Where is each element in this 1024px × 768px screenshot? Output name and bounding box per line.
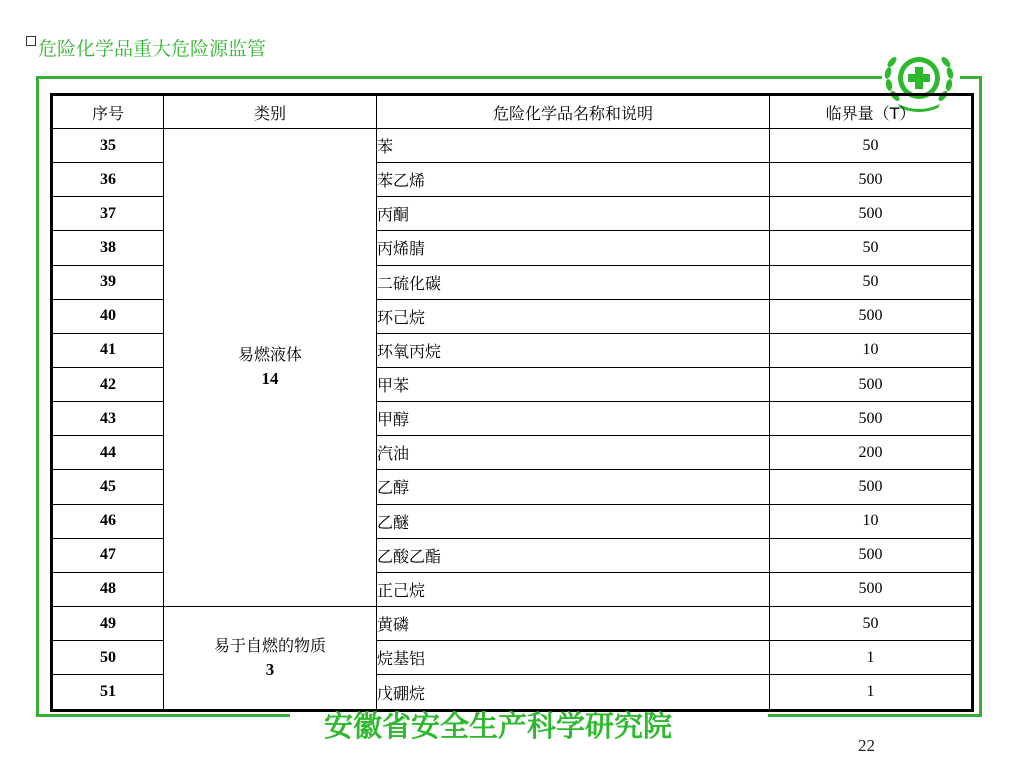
cell-threshold: 1	[770, 641, 973, 675]
cell-serial: 44	[52, 436, 164, 470]
cell-serial: 47	[52, 538, 164, 572]
cell-threshold: 500	[770, 402, 973, 436]
slide-title: 危险化学品重大危险源监管	[38, 38, 267, 60]
header-category: 类别	[164, 95, 377, 129]
footer-organization: 安徽省安全生产科学研究院	[324, 709, 673, 743]
cell-serial: 40	[52, 299, 164, 333]
cell-chemical-name: 汽油	[377, 436, 770, 470]
cell-threshold: 50	[770, 606, 973, 640]
cell-category	[164, 129, 377, 607]
cell-serial: 43	[52, 402, 164, 436]
cell-threshold: 50	[770, 265, 973, 299]
cell-chemical-name: 戊硼烷	[377, 675, 770, 711]
cell-serial: 46	[52, 504, 164, 538]
cell-threshold: 500	[770, 572, 973, 606]
table-header-row	[52, 95, 973, 129]
category-label: 易燃液体	[237, 345, 302, 365]
cell-chemical-name: 正己烷	[377, 572, 770, 606]
cell-chemical-name: 乙醇	[377, 470, 770, 504]
cell-serial: 45	[52, 470, 164, 504]
cell-threshold: 50	[770, 129, 973, 163]
table-row	[52, 606, 973, 640]
cell-chemical-name: 环己烷	[377, 299, 770, 333]
title-bullet-box	[26, 36, 36, 46]
cell-serial: 50	[52, 641, 164, 675]
cell-threshold: 500	[770, 538, 973, 572]
cell-serial: 39	[52, 265, 164, 299]
cell-chemical-name: 苯	[377, 129, 770, 163]
cell-threshold: 10	[770, 504, 973, 538]
cell-serial: 41	[52, 333, 164, 367]
cell-chemical-name: 环氧丙烷	[377, 333, 770, 367]
category-label: 易于自燃的物质	[213, 635, 326, 655]
page-number: 22	[858, 736, 875, 755]
frame-bottom-border-right	[768, 714, 982, 717]
cell-chemical-name: 甲苯	[377, 367, 770, 401]
cell-chemical-name: 苯乙烯	[377, 163, 770, 197]
cell-serial: 36	[52, 163, 164, 197]
table-row	[52, 129, 973, 163]
frame-left-border	[36, 76, 39, 717]
category-count: 14	[261, 369, 279, 389]
cell-threshold: 500	[770, 299, 973, 333]
cell-threshold: 500	[770, 367, 973, 401]
cell-chemical-name: 乙酸乙酯	[377, 538, 770, 572]
frame-bottom-border-left	[36, 714, 290, 717]
frame-right-border	[979, 76, 982, 717]
category-count: 3	[265, 659, 275, 679]
cell-serial: 37	[52, 197, 164, 231]
cell-chemical-name: 丙酮	[377, 197, 770, 231]
cell-threshold: 500	[770, 163, 973, 197]
header-serial: 序号	[52, 95, 164, 129]
cell-chemical-name: 丙烯腈	[377, 231, 770, 265]
cell-serial: 49	[52, 606, 164, 640]
cell-serial: 42	[52, 367, 164, 401]
header-threshold: 临界量（T）	[770, 95, 973, 129]
cell-chemical-name: 甲醇	[377, 402, 770, 436]
cell-threshold: 500	[770, 197, 973, 231]
cell-threshold: 50	[770, 231, 973, 265]
cell-chemical-name: 黄磷	[377, 606, 770, 640]
cell-serial: 48	[52, 572, 164, 606]
hazard-threshold-table	[50, 93, 974, 712]
frame-top-border	[36, 76, 882, 79]
cell-threshold: 500	[770, 470, 973, 504]
cell-chemical-name: 烷基铝	[377, 641, 770, 675]
cell-threshold: 1	[770, 675, 973, 711]
cell-serial: 35	[52, 129, 164, 163]
cell-chemical-name: 乙醚	[377, 504, 770, 538]
cell-threshold: 10	[770, 333, 973, 367]
cell-serial: 38	[52, 231, 164, 265]
cell-category	[164, 606, 377, 710]
cell-chemical-name: 二硫化碳	[377, 265, 770, 299]
header-chemical-name: 危险化学品名称和说明	[377, 95, 770, 129]
cell-serial: 51	[52, 675, 164, 711]
cell-threshold: 200	[770, 436, 973, 470]
